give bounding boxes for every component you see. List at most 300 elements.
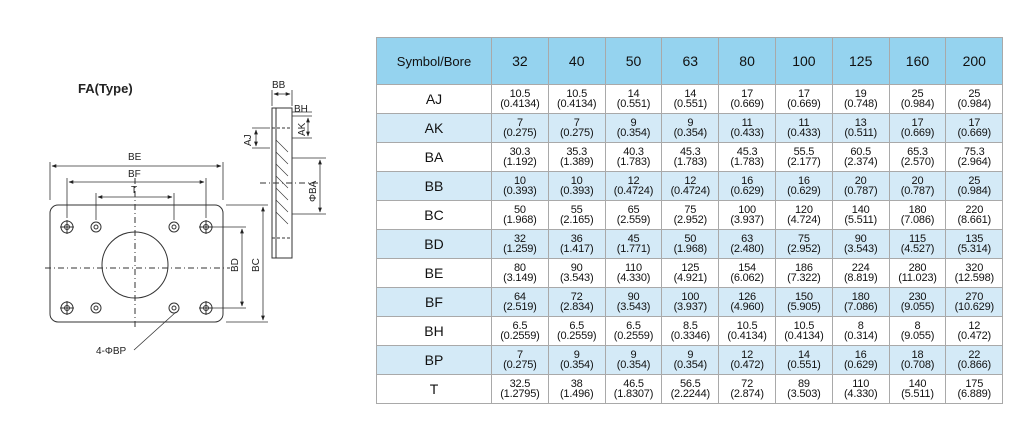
value-inch: (2.480) [730, 243, 764, 255]
table-cell [889, 172, 946, 201]
value-mm: 110 [625, 262, 642, 274]
table-cell [775, 114, 832, 143]
value-mm: 7 [516, 117, 523, 129]
value-mm: 55 [570, 204, 583, 216]
table-cell [775, 259, 832, 288]
value-inch: (0.275) [559, 127, 594, 139]
type-label: FA(Type) [78, 81, 133, 96]
value-mm: 14 [627, 88, 640, 100]
value-inch: (5.511) [844, 214, 877, 226]
table-cell [719, 172, 776, 201]
table-row [377, 230, 1003, 259]
value-mm: 6.5 [512, 320, 528, 332]
value-inch: (1.8307) [613, 388, 654, 400]
table-cell [832, 259, 889, 288]
value-inch: (0.433) [787, 127, 821, 139]
row-symbol: AJ [377, 85, 492, 114]
value-mm: 12 [627, 175, 640, 187]
value-inch: (0.551) [787, 359, 821, 371]
value-inch: (0.669) [787, 98, 821, 110]
value-mm: 17 [797, 88, 810, 100]
value-inch: (0.275) [503, 359, 537, 371]
value-mm: 11 [741, 117, 753, 129]
value-inch: (5.511) [901, 388, 934, 400]
value-mm: 16 [741, 175, 753, 187]
dim-label-aj: AJ [243, 134, 254, 146]
value-mm: 50 [684, 233, 697, 245]
value-mm: 75 [684, 204, 697, 216]
value-mm: 11 [798, 117, 810, 129]
value-mm: 56.5 [679, 378, 701, 390]
value-mm: 72 [570, 291, 583, 303]
value-inch: (0.4134) [500, 98, 540, 110]
row-symbol: BC [377, 201, 492, 230]
table-cell [662, 85, 719, 114]
value-mm: 9 [687, 117, 694, 129]
value-mm: 65 [627, 204, 640, 216]
table-cell [832, 201, 889, 230]
table-cell [832, 172, 889, 201]
value-mm: 16 [854, 349, 867, 361]
value-mm: 135 [965, 233, 984, 245]
value-inch: (6.062) [730, 272, 764, 284]
table-cell [548, 114, 605, 143]
value-mm: 220 [965, 204, 984, 216]
value-inch: (2.874) [730, 388, 764, 400]
row-symbol: T [377, 375, 492, 404]
value-mm: 65.3 [907, 146, 928, 158]
table-cell [492, 201, 549, 230]
table-cell [662, 317, 719, 346]
value-inch: (0.4134) [727, 330, 767, 342]
value-inch: (3.543) [616, 301, 651, 313]
table-cell [662, 288, 719, 317]
dimension-table [376, 37, 1003, 404]
table-cell [492, 172, 549, 201]
table-cell [775, 85, 832, 114]
table-cell [605, 346, 662, 375]
table-cell [719, 317, 776, 346]
row-symbol: BP [377, 346, 492, 375]
value-mm: 100 [681, 291, 700, 303]
value-inch: (0.2559) [500, 330, 540, 342]
value-inch: (8.661) [957, 214, 991, 226]
value-inch: (0.4134) [557, 98, 597, 110]
table-cell [889, 346, 946, 375]
value-mm: 38 [570, 378, 583, 390]
value-mm: 7 [573, 117, 580, 129]
value-mm: 16 [797, 175, 810, 187]
value-inch: (2.165) [559, 214, 594, 226]
table-cell [605, 317, 662, 346]
value-inch: (7.086) [843, 301, 878, 313]
table-row [377, 375, 1003, 404]
table-cell [492, 143, 549, 172]
value-mm: 10 [570, 175, 583, 187]
value-inch: (0.2559) [613, 330, 654, 342]
value-inch: (6.889) [957, 388, 991, 400]
value-inch: (7.086) [900, 214, 935, 226]
table-cell [946, 143, 1003, 172]
table-cell [946, 375, 1003, 404]
value-inch: (1.389) [559, 156, 594, 168]
corner-header: Symbol/Bore [377, 38, 492, 85]
value-inch: (2.177) [787, 156, 821, 168]
value-mm: 6.5 [626, 320, 641, 332]
value-inch: (3.149) [503, 272, 537, 284]
value-mm: 10.5 [736, 320, 758, 332]
value-inch: (0.669) [957, 127, 991, 139]
value-inch: (4.960) [730, 301, 764, 313]
table-cell [605, 172, 662, 201]
value-inch: (0.984) [957, 185, 991, 197]
table-cell [548, 346, 605, 375]
value-mm: 45 [627, 233, 640, 245]
value-inch: (2.559) [616, 214, 651, 226]
table-cell [719, 114, 776, 143]
table-row [377, 114, 1003, 143]
table-row [377, 172, 1003, 201]
row-symbol: BA [377, 143, 492, 172]
value-mm: 100 [738, 204, 756, 216]
table-cell [605, 201, 662, 230]
value-inch: (0.669) [900, 127, 935, 139]
value-inch: (2.952) [787, 243, 821, 255]
table-cell [605, 230, 662, 259]
table-cell [548, 317, 605, 346]
bore-header: 63 [662, 38, 719, 85]
value-inch: (0.2559) [557, 330, 597, 342]
value-inch: (0.354) [673, 359, 708, 371]
value-mm: 175 [965, 378, 984, 390]
value-inch: (4.724) [787, 214, 821, 226]
value-inch: (0.984) [900, 98, 935, 110]
bore-header: 200 [946, 38, 1003, 85]
value-inch: (1.968) [503, 214, 537, 226]
table-cell [492, 375, 549, 404]
value-inch: (12.598) [954, 272, 994, 284]
table-header-row [377, 38, 1003, 85]
value-mm: 7 [516, 349, 523, 361]
value-mm: 36 [570, 233, 583, 245]
table-cell [832, 375, 889, 404]
table-cell [775, 172, 832, 201]
value-mm: 90 [627, 291, 640, 303]
value-inch: (3.937) [730, 214, 764, 226]
value-mm: 9 [687, 349, 694, 361]
table-cell [719, 85, 776, 114]
value-inch: (4.921) [673, 272, 708, 284]
table-cell [946, 201, 1003, 230]
value-mm: 14 [684, 88, 697, 100]
table-cell [775, 346, 832, 375]
table-cell [889, 259, 946, 288]
value-inch: (0.629) [787, 185, 821, 197]
table-cell [719, 288, 776, 317]
value-inch: (0.314) [843, 330, 878, 342]
value-inch: (3.937) [673, 301, 708, 313]
table-cell [889, 201, 946, 230]
table-cell [662, 114, 719, 143]
table-cell [548, 172, 605, 201]
table-cell [832, 317, 889, 346]
value-mm: 224 [851, 262, 870, 274]
value-inch: (10.629) [954, 301, 994, 313]
value-inch: (3.543) [559, 272, 594, 284]
value-mm: 13 [854, 117, 867, 129]
value-mm: 12 [741, 349, 753, 361]
dim-label-bf: BF [128, 169, 141, 180]
table-cell [946, 259, 1003, 288]
table-cell [605, 143, 662, 172]
value-mm: 180 [851, 291, 870, 303]
table-cell [889, 317, 946, 346]
value-mm: 17 [741, 88, 753, 100]
table-cell [492, 259, 549, 288]
value-mm: 230 [908, 291, 927, 303]
value-inch: (1.968) [673, 243, 708, 255]
value-mm: 60.5 [850, 146, 871, 158]
value-mm: 186 [795, 262, 813, 274]
value-inch: (7.322) [787, 272, 821, 284]
value-mm: 63 [741, 233, 753, 245]
table-cell [605, 114, 662, 143]
value-inch: (0.708) [900, 359, 935, 371]
value-mm: 12 [684, 175, 697, 187]
value-inch: (5.905) [787, 301, 821, 313]
value-mm: 30.3 [509, 146, 531, 158]
dim-label-bp: 4-ΦBP [96, 346, 127, 357]
value-mm: 32.5 [509, 378, 531, 390]
value-mm: 6.5 [569, 320, 585, 332]
value-inch: (1.192) [503, 156, 537, 168]
table-row [377, 288, 1003, 317]
value-inch: (11.023) [898, 272, 937, 284]
dim-label-bh: BH [294, 104, 308, 115]
value-inch: (0.472) [957, 330, 991, 342]
value-mm: 46.5 [623, 378, 644, 390]
value-inch: (0.354) [673, 127, 708, 139]
row-symbol: AK [377, 114, 492, 143]
table-cell [889, 85, 946, 114]
table-cell [832, 85, 889, 114]
value-mm: 140 [851, 204, 870, 216]
value-mm: 10.5 [566, 88, 587, 100]
table-cell [492, 346, 549, 375]
value-inch: (9.055) [900, 301, 935, 313]
value-inch: (0.629) [843, 359, 878, 371]
value-inch: (2.2244) [670, 388, 710, 400]
value-inch: (4.527) [900, 243, 935, 255]
value-inch: (0.4134) [784, 330, 824, 342]
value-mm: 32 [513, 233, 526, 245]
value-mm: 280 [908, 262, 927, 274]
bore-header: 40 [548, 38, 605, 85]
table-cell [548, 375, 605, 404]
table-cell [605, 288, 662, 317]
row-symbol: BE [377, 259, 492, 288]
value-mm: 20 [854, 175, 867, 187]
value-mm: 8.5 [682, 320, 698, 332]
value-inch: (0.984) [957, 98, 991, 110]
table-cell [946, 288, 1003, 317]
value-inch: (2.834) [559, 301, 594, 313]
value-inch: (1.417) [559, 243, 594, 255]
value-inch: (0.393) [503, 185, 537, 197]
value-inch: (2.952) [673, 214, 708, 226]
table-cell [548, 259, 605, 288]
value-mm: 25 [968, 175, 981, 187]
table-cell [605, 85, 662, 114]
value-mm: 90 [570, 262, 583, 274]
value-mm: 10 [513, 175, 526, 187]
table-cell [605, 375, 662, 404]
value-inch: (2.519) [503, 301, 537, 313]
value-mm: 17 [911, 117, 924, 129]
table-cell [605, 259, 662, 288]
dim-label-ak: AK [297, 122, 308, 136]
table-cell [492, 230, 549, 259]
value-mm: 35.3 [566, 146, 587, 158]
value-inch: (0.4724) [670, 185, 710, 197]
value-mm: 154 [738, 262, 756, 274]
value-inch: (8.819) [843, 272, 878, 284]
value-mm: 89 [797, 378, 810, 390]
value-inch: (0.3346) [670, 330, 710, 342]
table-cell [662, 172, 719, 201]
flange-front-view [45, 178, 230, 330]
table-cell [775, 201, 832, 230]
value-inch: (0.511) [844, 127, 877, 139]
value-inch: (2.374) [843, 156, 878, 168]
table-cell [889, 143, 946, 172]
value-mm: 75.3 [963, 146, 985, 158]
table-cell [889, 230, 946, 259]
table-cell [548, 201, 605, 230]
value-inch: (0.551) [673, 98, 708, 110]
value-inch: (4.330) [616, 272, 651, 284]
value-mm: 115 [909, 233, 926, 245]
value-mm: 120 [795, 204, 813, 216]
table-cell [719, 346, 776, 375]
value-inch: (4.330) [843, 388, 878, 400]
value-inch: (3.503) [787, 388, 821, 400]
table-cell [832, 114, 889, 143]
bore-header: 50 [605, 38, 662, 85]
value-inch: (0.354) [616, 127, 651, 139]
technical-drawing [0, 0, 370, 426]
dim-label-t: T [131, 185, 138, 196]
table-cell [662, 143, 719, 172]
bore-header: 160 [889, 38, 946, 85]
table-cell [548, 288, 605, 317]
value-inch: (0.393) [559, 185, 594, 197]
table-row [377, 143, 1003, 172]
value-mm: 64 [513, 291, 526, 303]
table-cell [775, 375, 832, 404]
table-cell [719, 201, 776, 230]
bore-header: 80 [719, 38, 776, 85]
value-mm: 125 [681, 262, 700, 274]
dim-label-be: BE [128, 152, 142, 163]
dim-label-bc: BC [251, 258, 262, 272]
value-inch: (0.787) [900, 185, 935, 197]
value-inch: (1.771) [616, 243, 651, 255]
value-inch: (1.783) [673, 156, 708, 168]
value-inch: (0.669) [730, 98, 764, 110]
table-cell [548, 85, 605, 114]
value-inch: (2.964) [957, 156, 991, 168]
value-inch: (3.543) [843, 243, 878, 255]
table-cell [889, 375, 946, 404]
table-cell [832, 346, 889, 375]
value-inch: (9.055) [900, 330, 935, 342]
row-symbol: BF [377, 288, 492, 317]
table-cell [662, 230, 719, 259]
value-mm: 150 [795, 291, 813, 303]
bore-header: 32 [492, 38, 549, 85]
table-cell [719, 375, 776, 404]
value-mm: 140 [908, 378, 927, 390]
value-mm: 50 [513, 204, 526, 216]
dim-label-bb: BB [272, 80, 286, 91]
value-mm: 25 [968, 88, 981, 100]
table-cell [662, 375, 719, 404]
table-body [377, 85, 1003, 404]
table-cell [662, 346, 719, 375]
value-mm: 19 [854, 88, 867, 100]
table-cell [832, 143, 889, 172]
table-cell [946, 85, 1003, 114]
value-inch: (0.748) [843, 98, 878, 110]
value-mm: 75 [797, 233, 810, 245]
table-cell [775, 317, 832, 346]
value-mm: 9 [573, 349, 580, 361]
value-inch: (0.551) [616, 98, 651, 110]
table-cell [492, 114, 549, 143]
value-mm: 12 [968, 320, 981, 332]
value-inch: (1.2795) [500, 388, 540, 400]
table-cell [946, 114, 1003, 143]
table-cell [889, 114, 946, 143]
bore-header: 125 [832, 38, 889, 85]
table-cell [719, 143, 776, 172]
dim-label-bd: BD [230, 258, 241, 272]
value-mm: 126 [738, 291, 756, 303]
value-mm: 45.3 [736, 146, 758, 158]
value-mm: 80 [513, 262, 526, 274]
value-mm: 40.3 [623, 146, 644, 158]
value-inch: (5.314) [957, 243, 991, 255]
value-mm: 320 [965, 262, 984, 274]
value-mm: 9 [630, 349, 637, 361]
table-cell [946, 172, 1003, 201]
value-mm: 17 [968, 117, 981, 129]
value-inch: (0.472) [730, 359, 764, 371]
table-cell [832, 288, 889, 317]
value-mm: 20 [911, 175, 924, 187]
value-mm: 72 [741, 378, 753, 390]
table-row [377, 317, 1003, 346]
table-cell [662, 201, 719, 230]
table-row [377, 85, 1003, 114]
table-cell [889, 288, 946, 317]
table-cell [492, 85, 549, 114]
row-symbol: BH [377, 317, 492, 346]
value-inch: (1.783) [616, 156, 651, 168]
value-mm: 10.5 [793, 320, 815, 332]
table-cell [946, 230, 1003, 259]
